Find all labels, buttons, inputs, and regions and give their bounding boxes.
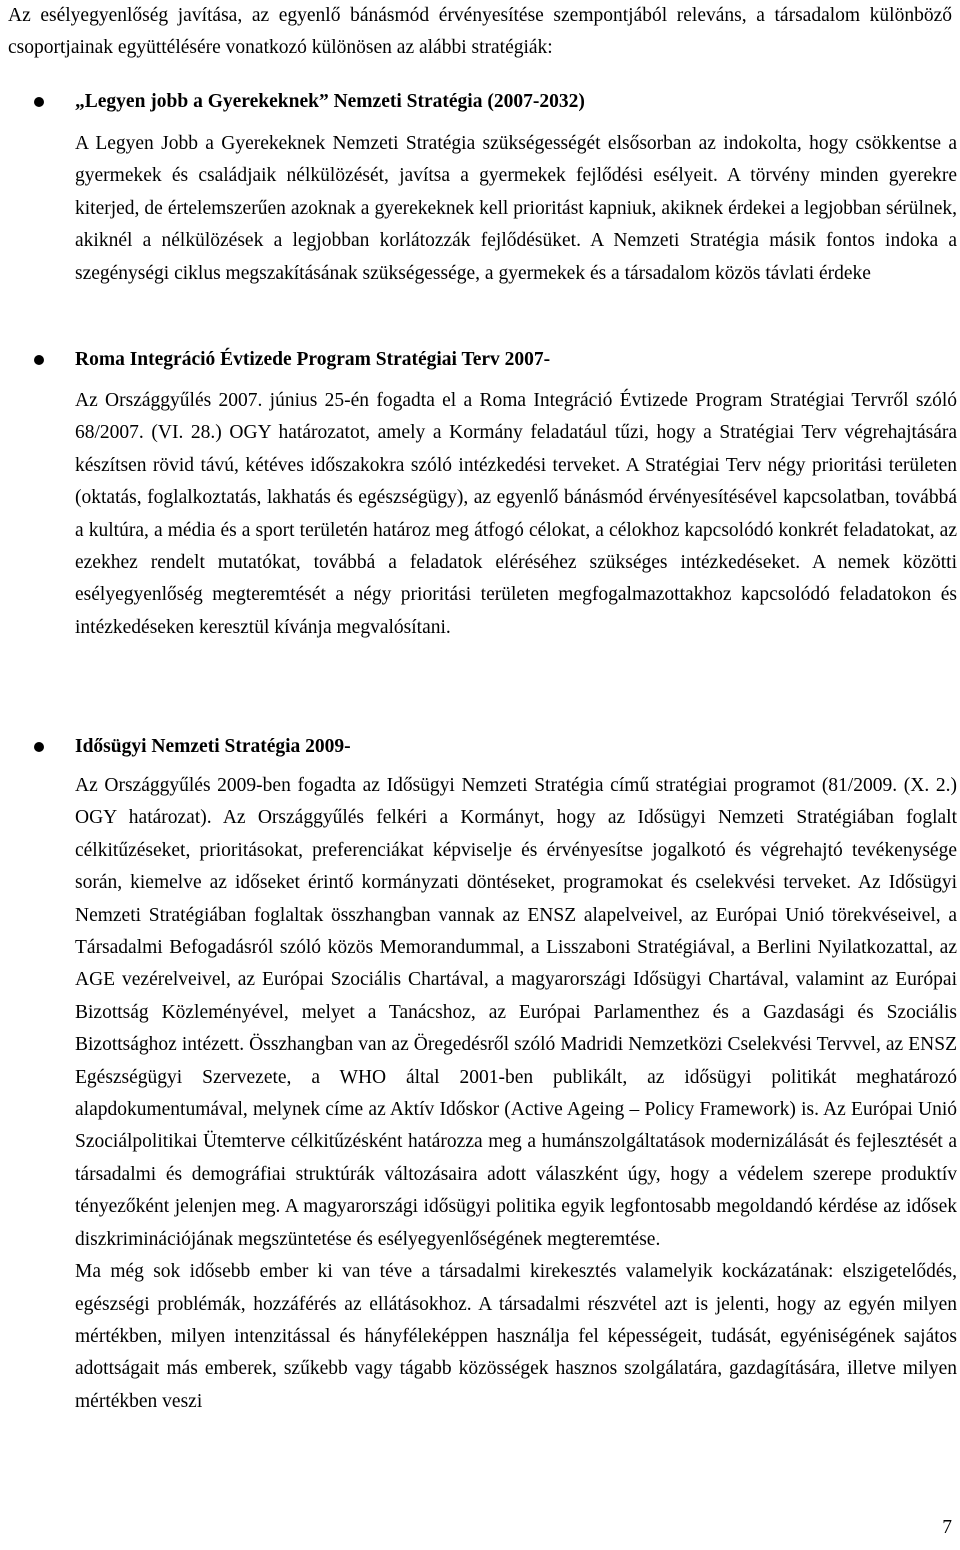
section-body-idosugyi [75,770,957,1418]
section-title-idosugyi: Idősügyi Nemzeti Stratégia 2009- [75,736,351,757]
bullet-icon [34,742,44,752]
paragraph: A Legyen Jobb a Gyerekeknek Nemzeti Stratégia szükségességét elsősorban az indokolta, hogy csökkentse a gyermekek és családjaik nélkülözését, javítsa a gyermekek fejlődési esélyeit. A törvény minden gyerekre kiterjed, de értelemszerűen azoknak a gyerekeknek kell prioritást kapniuk, akiknek érdekei a legjobban sérülnek, akiknél a nélkülözések a legjobban korlátozzák fejlődésüket. A Nemzeti Stratégia másik fontos indoka a szegénységi ciklus megszakításának szükségessége, a gyermekek és a társadalom közös távlati érdeke [75,133,957,284]
paragraph: Az Országgyűlés 2009-ben fogadta az Idősügyi Nemzeti Stratégia című stratégiai programot (81/2009. (X. 2.) OGY határozat). Az Országgyűlés felkéri a Kormányt, hogy az Idősügyi Nemzeti Stratégiában foglalt célkitűzéseket, prioritásokat, preferenciákat képviselje és érvényesítse jogalkotó és végrehajtó tevékenysége során, kiemelve az időseket érintő kormányzati döntéseket, programokat és cselekvési terveket. Az Idősügyi Nemzeti Stratégiában foglaltak összhangban vannak az ENSZ alapelveivel, az Európai Unió törekvéseivel, a Társadalmi Befogadásról szóló közös Memorandummal, a Lisszaboni Stratégiával, a Berlini Nyilatkozattal, az AGE vezérelveivel, az Európai Szociális Chartával, a magyarországi Idősügyi Chartával, valamint az Európai Bizottság Közleményével, melyet a Tanácshoz, az Európai Parlamenthez és a Gazdasági és Szociális Bizottsághoz intézett. Összhangban van az Öregedésről szóló Madridi Nemzetközi Cselekvési Tervvel, az ENSZ Egészségügyi Szervezete, a WHO által 2001-ben publikált, az idősügyi politikát meghatározó alapdokumentumával, melynek címe az Aktív Időskor (Active Ageing – Policy Framework) is. Az Európai Unió Szociálpolitikai Ütemterve célkitűzésként határozza meg a humánszolgáltatások modernizálását és fejlesztését a társadalmi és demográfiai struktúrák változásaira adott válaszként úgy, hogy a védelem szerepe produktív tényezőként jelenjen meg. A magyarországi idősügyi politika egyik legfontosabb megoldandó kérdése az idősek diszkriminációjának megszüntetése és esélyegyenlőségének megteremtése. [75,775,957,1250]
section-body-gyerekek [75,128,957,290]
section-title-gyerekek: „Legyen jobb a Gyerekeknek” Nemzeti Stratégia (2007-2032) [75,91,585,112]
bullet-icon [34,355,44,365]
paragraph: Az Országgyűlés 2007. június 25-én fogadta el a Roma Integráció Évtizede Program Stratégiai Tervről szóló 68/2007. (VI. 28.) OGY határozatot, amely a Kormány feladatául tűzi, hogy a Stratégiai Terv végrehajtására készítsen rövid távú, kétéves időszakokra szóló intézkedési terveket. A Stratégiai Terv négy prioritási területen (oktatás, foglalkoztatás, lakhatás és egészségügy), az egyenlő bánásmód érvényesítésével kapcsolatban, továbbá a kultúra, a média és a sport területén határoz meg átfogó célokat, a célokhoz kapcsolódó konkrét feladatokat, az ezekhez rendelt mutatókat, továbbá a feladatok eléréséhez szükséges intézkedéseket. A nemek közötti esélyegyenlőség megteremtését a négy prioritási területen megfogalmazottakhoz kapcsolódó feladatokon és intézkedéseken keresztül kívánja megvalósítani. [75,390,957,638]
bullet-icon [34,97,44,107]
section-title-roma: Roma Integráció Évtizede Program Stratégiai Terv 2007- [75,349,551,370]
paragraph: Ma még sok idősebb ember ki van téve a társadalmi kirekesztés valamelyik kockázatának: elszigetelődés, egészségi problémák, hozzáférés az ellátásokhoz. A társadalmi részvétel azt is jelenti, hogy az egyén milyen mértékben, milyen intenzitással és hányféleképpen használja fel képességeit, tudását, egyéniségének sajátos adottságait más emberek, szűkebb vagy tágabb közösségek hasznos szolgálatára, gazdagítására, illetve milyen mértékben veszi [75,1261,957,1412]
section-body-roma [75,385,957,644]
intro-paragraph: Az esélyegyenlőség javítása, az egyenlő bánásmód érvényesítése szempontjából releváns, a társadalom különböző csoportjainak együttélésére vonatkozó különösen az alábbi stratégiák: [8,5,952,58]
page-number: 7 [942,1517,952,1538]
